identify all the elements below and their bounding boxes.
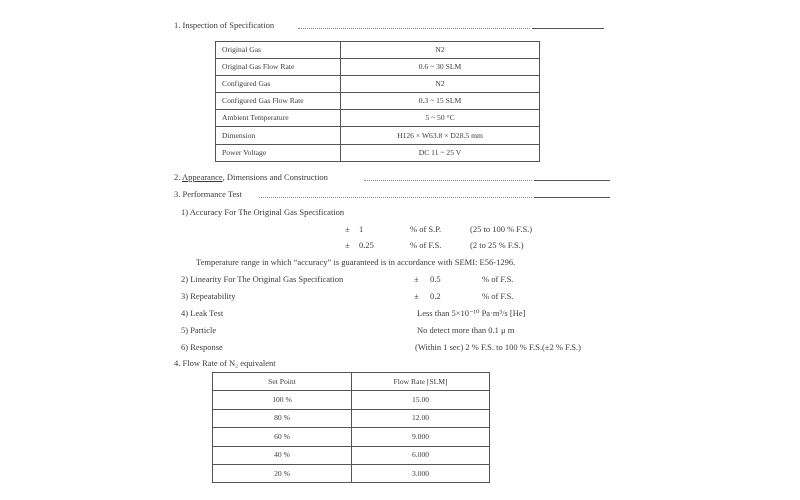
- underline-blank: [534, 197, 610, 198]
- flow-rate-table: [212, 372, 490, 483]
- particle-label: 5) Particle: [181, 325, 217, 335]
- table-row: [213, 446, 490, 464]
- repeatability-unit: % of F.S.: [482, 291, 514, 301]
- table-row: [216, 76, 540, 93]
- accuracy-unit-2: % of F.S.: [410, 240, 442, 250]
- spec-value: 0.3 ~ 15 SLM: [341, 93, 540, 110]
- spec-label: Dimension: [216, 127, 341, 144]
- linearity-label: 2) Linearity For The Original Gas Specification: [181, 274, 344, 284]
- underline-blank: [532, 28, 604, 29]
- spec-value: 5 ~ 50 °C: [341, 110, 540, 127]
- accuracy-val-2: 0.25: [359, 240, 374, 250]
- set-point-cell: 100 %: [213, 391, 352, 409]
- spec-label: Configured Gas: [216, 76, 341, 93]
- column-header: Set Point: [213, 373, 352, 391]
- spec-label: Configured Gas Flow Rate: [216, 93, 341, 110]
- accuracy-range-1: (25 to 100 % F.S.): [470, 224, 533, 234]
- spec-label: Ambient Temperature: [216, 110, 341, 127]
- table-row: [213, 409, 490, 427]
- spec-value: N2: [341, 42, 540, 59]
- flow-rate-cell: 3.000: [352, 464, 490, 482]
- accuracy-label: 1) Accuracy For The Original Gas Specification: [181, 207, 345, 217]
- flow-rate-cell: 9.000: [352, 428, 490, 446]
- section-2-underlined: Appearance: [182, 172, 223, 182]
- spec-value: DC 11 ~ 25 V: [341, 144, 540, 161]
- table-row: [216, 93, 540, 110]
- flow-rate-cell: 12.00: [352, 409, 490, 427]
- spec-label: Power Voltage: [216, 144, 341, 161]
- spec-label: Original Gas: [216, 42, 341, 59]
- table-row: [216, 144, 540, 161]
- table-header-row: [213, 373, 490, 391]
- spec-label: Original Gas Flow Rate: [216, 59, 341, 76]
- flow-rate-cell: 15.00: [352, 391, 490, 409]
- section-2-prefix: 2.: [174, 172, 183, 182]
- dotted-leader: [364, 180, 532, 181]
- accuracy-note: Temperature range in which “accuracy” is guaranteed is in accordance with SEMI: E56-1296.: [196, 257, 516, 267]
- accuracy-pm-2: ±: [345, 240, 350, 250]
- set-point-cell: 40 %: [213, 446, 352, 464]
- table-row: [213, 464, 490, 482]
- table-row: [216, 110, 540, 127]
- accuracy-val-1: 1: [359, 224, 364, 234]
- spec-table: [215, 41, 540, 162]
- spec-value: 0.6 ~ 30 SLM: [341, 59, 540, 76]
- flow-rate-cell: 6.000: [352, 446, 490, 464]
- table-row: [216, 42, 540, 59]
- repeatability-label: 3) Repeatability: [181, 291, 236, 301]
- linearity-pm: ±: [414, 274, 419, 284]
- column-header: Flow Rate [SLM]: [352, 373, 490, 391]
- table-row: [216, 59, 540, 76]
- leak-value: Less than 5×10⁻¹⁰ Pa·m³/s [He]: [417, 308, 526, 318]
- set-point-cell: 80 %: [213, 409, 352, 427]
- repeatability-pm: ±: [414, 291, 419, 301]
- accuracy-unit-1: % of S.P.: [410, 224, 442, 234]
- table-row: [213, 391, 490, 409]
- underline-blank: [534, 180, 610, 181]
- response-value: (Within 1 sec) 2 % F.S. to 100 % F.S.(±2 % F.S.): [415, 342, 581, 352]
- accuracy-range-2: (2 to 25 % F.S.): [470, 240, 524, 250]
- leak-label: 4) Leak Test: [181, 308, 224, 318]
- accuracy-pm-1: ±: [345, 224, 350, 234]
- table-row: [213, 428, 490, 446]
- repeatability-value: 0.2: [430, 291, 441, 301]
- section-4-title: 4. Flow Rate of N₂ equivalent: [174, 358, 276, 368]
- particle-value: No detect more than 0.1 μ m: [417, 325, 515, 335]
- set-point-cell: 20 %: [213, 464, 352, 482]
- dotted-leader: [298, 28, 530, 29]
- section-3-title: 3. Performance Test: [174, 189, 242, 199]
- linearity-unit: % of F.S.: [482, 274, 514, 284]
- dotted-leader: [259, 197, 532, 198]
- response-label: 6) Response: [181, 342, 223, 352]
- spec-value: H126 × W63.8 × D28.5 mm: [341, 127, 540, 144]
- set-point-cell: 60 %: [213, 428, 352, 446]
- section-1-title: 1. Inspection of Specification: [174, 20, 275, 30]
- section-2-title: [174, 172, 328, 182]
- spec-value: N2: [341, 76, 540, 93]
- table-row: [216, 127, 540, 144]
- section-2-rest: , Dimensions and Construction: [222, 172, 328, 182]
- linearity-value: 0.5: [430, 274, 441, 284]
